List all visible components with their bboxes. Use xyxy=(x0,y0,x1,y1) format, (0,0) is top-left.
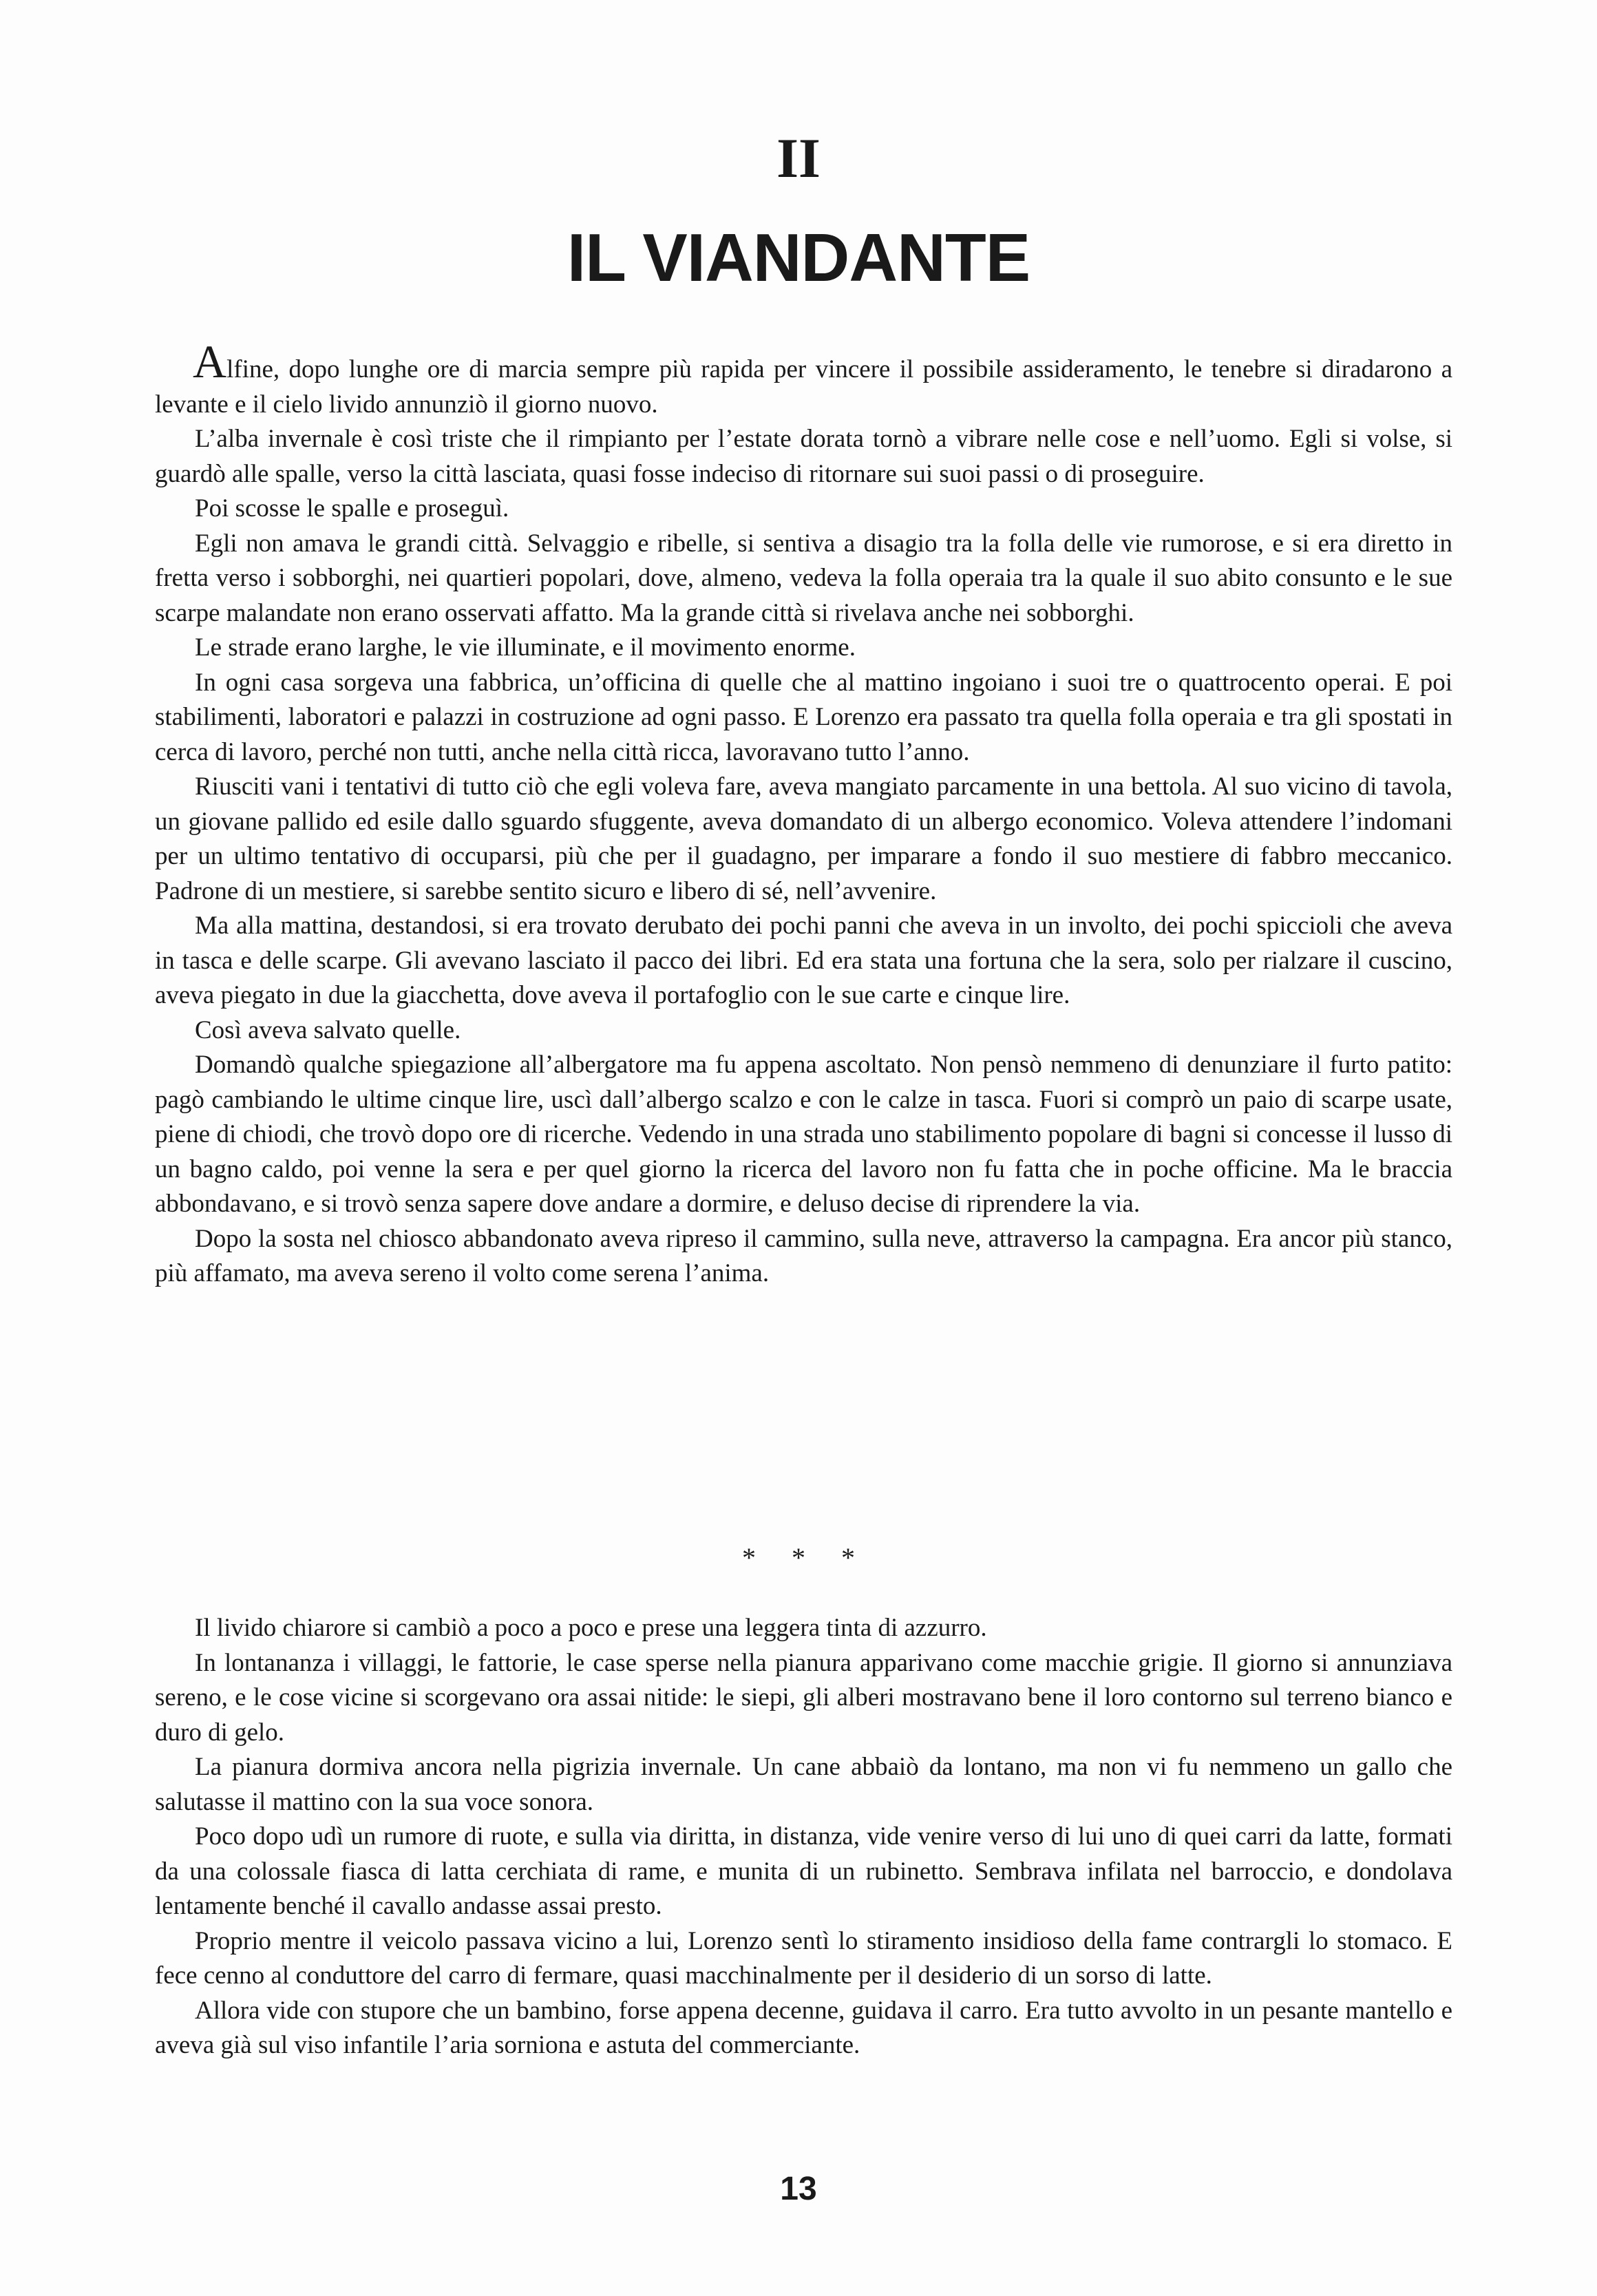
section-a xyxy=(155,335,1452,1292)
section-separator: * * * xyxy=(742,1542,855,1573)
paragraph: In lontananza i villaggi, le fattorie, le case sperse nella pianura apparivano come macchie grigie. Il giorno si annunziava sereno, e le cose vicine si scorgevano ora assai nitide: le siepi, gli alberi mostravano bene il loro contorno sul terreno bianco e duro di gelo. xyxy=(155,1648,1452,1747)
paragraph: Le strade erano larghe, le vie illuminate, e il movimento enorme. xyxy=(195,633,856,662)
paragraph: Dopo la sosta nel chiosco abbandonato aveva ripreso il cammino, sulla neve, attraverso la campagna. Era ancor più stanco, più affamato, ma aveva sereno il volto come serena l’anima. xyxy=(155,1224,1452,1287)
paragraph: Il livido chiarore si cambiò a poco a poco e prese una leggera tinta di azzurro. xyxy=(195,1614,987,1642)
paragraph: Poi scosse le spalle e proseguì. xyxy=(195,494,509,523)
paragraph xyxy=(155,335,1452,422)
drop-cap: A xyxy=(193,335,227,388)
paragraph: Allora vide con stupore che un bambino, forse appena decenne, guidava il carro. Era tutto avvolto in un pesante mantello e aveva già sul viso infantile l’aria sorniona e astuta del commerciante. xyxy=(155,1996,1452,2059)
paragraph: Proprio mentre il veicolo passava vicino a lui, Lorenzo sentì lo stiramento insidioso della fame contrargli lo stomaco. E fece cenno al conduttore del carro di fermare, quasi macchinalmente per il desiderio di un sorso di latte. xyxy=(155,1926,1452,1990)
paragraph: Ma alla mattina, destandosi, si era trovato derubato dei pochi panni che aveva in un involto, dei pochi spiccioli che aveva in tasca e delle scarpe. Gli avevano lasciato il pacco dei libri. Ed era stata una fortuna che la sera, solo per rialzare il cuscino, aveva piegato in due la giacchetta, dove aveva il portafoglio con le sue carte e cinque lire. xyxy=(155,912,1452,1009)
paragraph: Egli non amava le grandi città. Selvaggio e ribelle, si sentiva a disagio tra la folla delle vie rumorose, e si era diretto in fretta verso i sobborghi, nei quartieri popolari, dove, almeno, vedeva la folla operaia tra la quale il suo abito consunto e le sue scarpe malandate non erano osservati affatto. Ma la grande città si rivelava anche nei sobborghi. xyxy=(155,529,1452,627)
chapter-number: II xyxy=(776,127,821,189)
paragraph: Poco dopo udì un rumore di ruote, e sulla via diritta, in distanza, vide venire verso di lui uno di quei carri da latte, formati da una colossale fiasca di latta cerchiata di rame, e munita di un rubinetto. Sembrava infilata nel barroccio, e dondolava lentamente benché il cavallo andasse assai presto. xyxy=(155,1822,1452,1920)
paragraph: Riusciti vani i tentativi di tutto ciò che egli voleva fare, aveva mangiato parcamente in una bettola. Al suo vicino di tavola, un giovane pallido ed esile dallo sguardo sfuggente, aveva domandato di un albergo economico. Voleva attendere l’indomani per un ultimo tentativo di occuparsi, più che per il guadagno, per imparare a fondo il suo mestiere di fabbro meccanico. Padrone di un mestiere, si sarebbe sentito sicuro e libero di sé, nell’avvenire. xyxy=(155,772,1452,905)
paragraph-text: lfine, dopo lunghe ore di marcia sempre più rapida per vincere il possibile assideramento, le tenebre si diradarono a levante e il cielo livido annunziò il giorno nuovo. xyxy=(155,355,1452,419)
paragraph: L’alba invernale è così triste che il rimpianto per l’estate dorata tornò a vibrare nelle cose e nell’uomo. Egli si volse, si guardò alle spalle, verso la città lasciata, quasi fosse indeciso di ritornare sui suoi passi o di proseguire. xyxy=(155,425,1452,488)
paragraph: In ogni casa sorgeva una fabbrica, un’officina di quelle che al mattino ingoiano i suoi tre o quattrocento operai. E poi stabilimenti, laboratori e palazzi in costruzione ad ogni passo. E Lorenzo era passato tra quella folla operaia e tra gli spostati in cerca di lavoro, perché non tutti, anche nella città ricca, lavoravano tutto l’anno. xyxy=(155,668,1452,766)
paragraph: Così aveva salvato quelle. xyxy=(195,1015,461,1044)
paragraph: La pianura dormiva ancora nella pigrizia invernale. Un cane abbaiò da lontano, ma non vi fu nemmeno un gallo che salutasse il mattino con la sua voce sonora. xyxy=(155,1753,1452,1816)
section-b xyxy=(155,1611,1452,2063)
page-number: 13 xyxy=(780,2171,817,2207)
chapter-title: IL VIANDANTE xyxy=(567,220,1030,295)
paragraph: Domandò qualche spiegazione all’albergatore ma fu appena ascoltato. Non pensò nemmeno di denunziare il furto patito: pagò cambiando le ultime cinque lire, uscì dall’albergo scalzo e con le calze in tasca. Fuori si comprò un paio di scarpe usate, piene di chiodi, che trovò dopo ore di ricerche. Vedendo in una strada uno stabilimento popolare di bagni si concesse il lusso di un bagno caldo, poi venne la sera e per quel giorno la ricerca del lavoro non fu fatta che in poche officine. Ma le braccia abbondavano, e si trovò senza sapere dove andare a dormire, e deluso decise di riprendere la via. xyxy=(155,1051,1452,1218)
